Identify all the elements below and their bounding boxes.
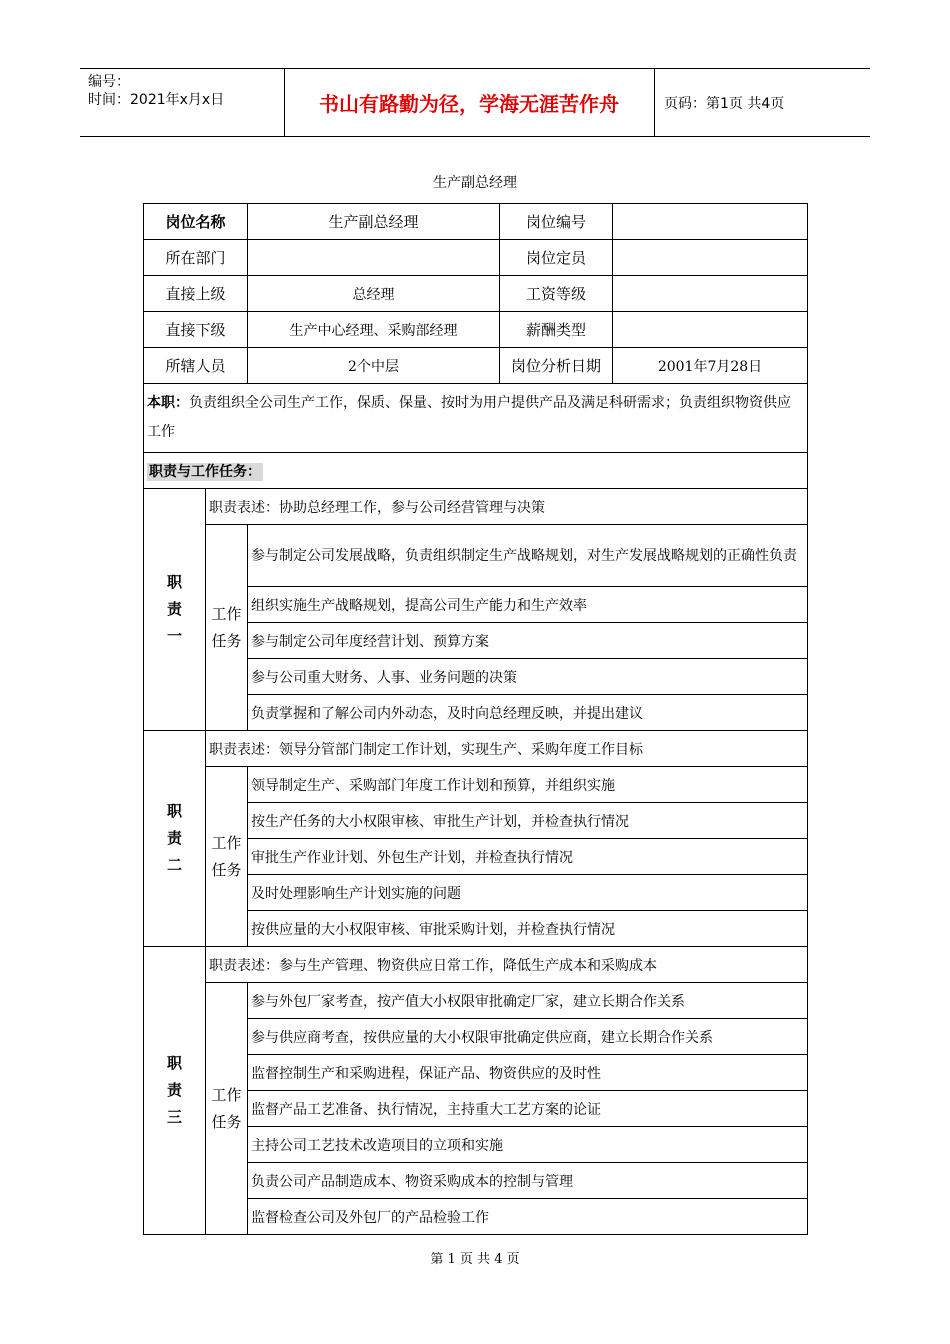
task-label [206,525,248,731]
info-row [144,348,808,384]
info-row [144,240,808,276]
task-label [206,767,248,947]
task-item: 负责公司产品制造成本、物资采购成本的控制与管理 [248,1163,808,1199]
header-divider [654,69,655,136]
duties-header-cell [144,453,808,489]
info-row [144,312,808,348]
task-label-line: 任务 [211,631,242,650]
duty-name-char: 职 [166,1054,182,1072]
duty-description: 职责表述：参与生产管理、物资供应日常工作，降低生产成本和采购成本 [206,947,808,983]
info-row [144,276,808,312]
task-label-line: 任务 [211,1112,242,1131]
analysis-date-label: 岗位分析日期 [500,348,613,384]
task-label-line: 工作 [211,1085,242,1104]
task-label-line: 任务 [211,860,242,879]
header-page-info: 页码：第1页 共4页 [664,95,785,112]
task-item: 及时处理影响生产计划实施的问题 [248,875,808,911]
staff-label: 所辖人员 [144,348,248,384]
duty-description: 职责表述：协助总经理工作，参与公司经营管理与决策 [206,489,808,525]
task-item: 领导制定生产、采购部门年度工作计划和预算，并组织实施 [248,767,808,803]
duty-name [144,489,206,731]
code-label: 编号： [88,74,130,90]
task-item: 审批生产作业计划、外包生产计划，并检查执行情况 [248,839,808,875]
task-item: 组织实施生产战略规划，提高公司生产能力和生产效率 [248,587,808,623]
task-item: 监督产品工艺准备、执行情况，主持重大工艺方案的论证 [248,1091,808,1127]
task-item: 按生产任务的大小权限审核、审批生产计划，并检查执行情况 [248,803,808,839]
duty-name-char: 职 [166,802,182,820]
task-item: 主持公司工艺技术改造项目的立项和实施 [248,1127,808,1163]
duty-row [144,489,808,525]
task-item: 监督控制生产和采购进程，保证产品、物资供应的及时性 [248,1055,808,1091]
analysis-date-value: 2001年7月28日 [613,348,808,384]
superior-value: 总经理 [248,276,500,312]
task-item: 参与制定公司年度经营计划、预算方案 [248,623,808,659]
summary-cell [144,384,808,453]
task-label-line: 工作 [211,604,242,623]
job-description-table [143,203,808,1235]
position-name-value: 生产副总经理 [248,204,500,240]
summary-text: 负责组织全公司生产工作，保质、保量、按时为用户提供产品及满足科研需求；负责组织物资供应工作 [147,395,791,440]
position-code-value [613,204,808,240]
page-footer: 第 1 页 共 4 页 [430,1252,520,1267]
headcount-label: 岗位定员 [500,240,613,276]
duty-name-char: 责 [166,829,182,847]
superior-label: 直接上级 [144,276,248,312]
page-header [80,68,870,137]
summary-row [144,384,808,453]
duty-name-char: 责 [166,600,182,618]
duty-description: 职责表述：领导分管部门制定工作计划，实现生产、采购年度工作目标 [206,731,808,767]
salary-grade-label: 工资等级 [500,276,613,312]
document-title: 生产副总经理 [433,175,517,191]
task-row [144,983,808,1019]
summary-label: 本职： [147,395,189,411]
salary-grade-value [613,276,808,312]
position-code-label: 岗位编号 [500,204,613,240]
motto: 书山有路勤为径，学海无涯苦作舟 [319,92,619,116]
subordinate-value: 生产中心经理、采购部经理 [248,312,500,348]
position-name-label: 岗位名称 [144,204,248,240]
task-item: 按供应量的大小权限审核、审批采购计划，并检查执行情况 [248,911,808,947]
headcount-value [613,240,808,276]
duty-name-char: 二 [166,856,182,874]
task-item: 参与公司重大财务、人事、业务问题的决策 [248,659,808,695]
duty-name-char: 责 [166,1081,182,1099]
duty-name [144,731,206,947]
pay-type-label: 薪酬类型 [500,312,613,348]
info-row [144,204,808,240]
duties-header-row [144,453,808,489]
duty-name [144,947,206,1235]
duty-name-char: 三 [166,1108,182,1126]
department-label: 所在部门 [144,240,248,276]
duty-row [144,731,808,767]
pay-type-value [613,312,808,348]
duty-name-char: 一 [166,627,182,645]
duties-header: 职责与工作任务： [149,463,261,480]
staff-value: 2个中层 [248,348,500,384]
duty-row [144,947,808,983]
task-item: 参与外包厂家考查，按产值大小权限审批确定厂家，建立长期合作关系 [248,983,808,1019]
task-label-line: 工作 [211,833,242,852]
time-label: 时间：2021年x月x日 [88,92,225,108]
task-item: 负责掌握和了解公司内外动态，及时向总经理反映，并提出建议 [248,695,808,731]
header-meta [88,73,224,109]
task-item: 监督检查公司及外包厂的产品检验工作 [248,1199,808,1235]
task-item: 参与供应商考查，按供应量的大小权限审批确定供应商，建立长期合作关系 [248,1019,808,1055]
task-label [206,983,248,1235]
department-value [248,240,500,276]
task-row [144,767,808,803]
task-item: 参与制定公司发展战略，负责组织制定生产战略规划，对生产发展战略规划的正确性负责 [248,525,808,587]
subordinate-label: 直接下级 [144,312,248,348]
task-row [144,525,808,587]
duty-name-char: 职 [166,573,182,591]
